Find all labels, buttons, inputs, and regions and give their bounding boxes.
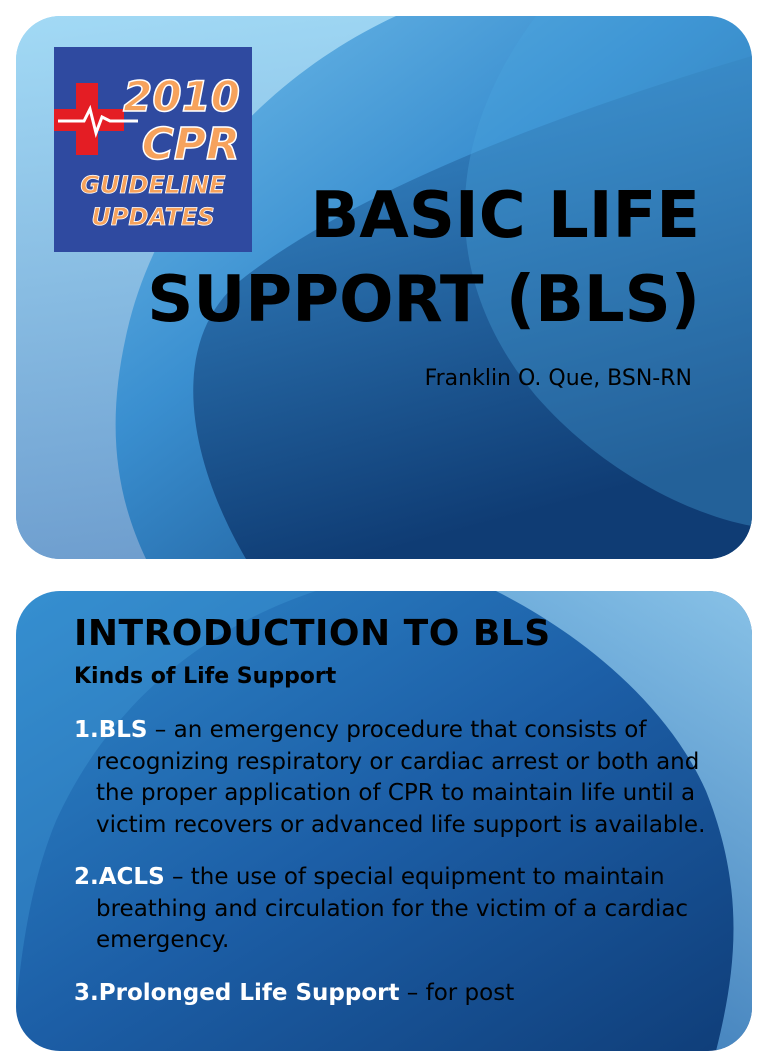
introduction-slide bbox=[16, 591, 752, 1051]
title-slide bbox=[16, 16, 752, 559]
item-term: 2.ACLS bbox=[74, 864, 165, 890]
slide-title: INTRODUCTION TO BLS bbox=[74, 613, 551, 654]
author-subtitle: Franklin O. Que, BSN-RN bbox=[424, 366, 692, 391]
item-text: – an emergency procedure that consists of recognizing respiratory or cardiac arrest or both and the proper application of CPR to maintain life until a victim recovers or advanced life support is available. bbox=[96, 717, 706, 838]
logo-cpr: CPR bbox=[141, 119, 240, 170]
life-support-list bbox=[74, 715, 714, 1030]
title-line-1: BASIC LIFE bbox=[310, 179, 700, 253]
slide-subtitle: Kinds of Life Support bbox=[74, 664, 337, 689]
slide-title bbox=[80, 174, 700, 342]
title-line-2: SUPPORT (BLS) bbox=[147, 263, 700, 337]
logo-guideline: GUIDELINE bbox=[80, 171, 226, 199]
logo-year: 2010 bbox=[123, 72, 240, 121]
logo-updates: UPDATES bbox=[91, 203, 215, 231]
list-item bbox=[74, 715, 714, 841]
item-term: 3.Prolonged Life Support bbox=[74, 979, 400, 1006]
list-item bbox=[74, 978, 714, 1010]
item-text: – the use of special equipment to maintain breathing and circulation for the victim of a cardiac emergency. bbox=[96, 864, 689, 953]
item-text: – for post bbox=[399, 979, 515, 1006]
list-item bbox=[74, 862, 714, 957]
item-term: 1.BLS bbox=[74, 717, 148, 743]
